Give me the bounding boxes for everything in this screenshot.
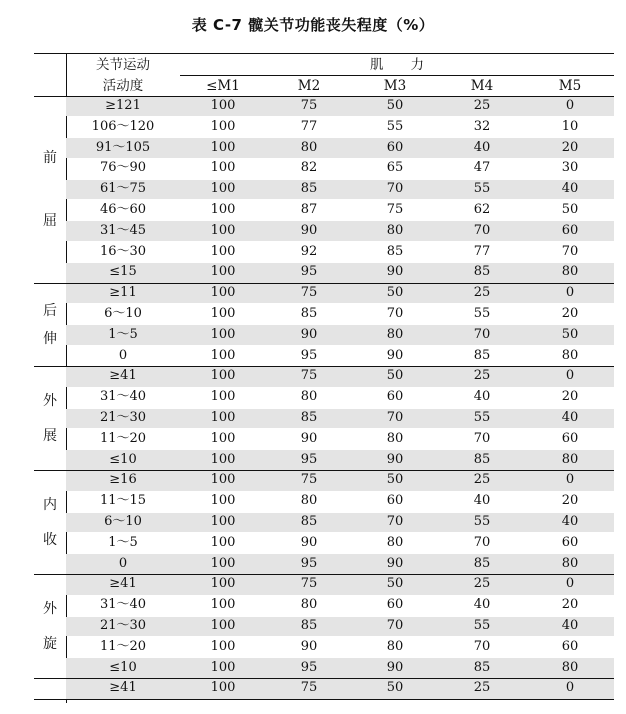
value-cell: 75 — [300, 680, 318, 696]
header-col-m5: M5 — [558, 78, 582, 94]
value-cell: 75 — [300, 472, 318, 488]
range-cell: 16～30 — [99, 243, 147, 259]
value-cell: 80 — [300, 597, 318, 613]
value-cell: 90 — [386, 659, 404, 675]
group-label-char: 展 — [43, 427, 57, 444]
value-cell: 100 — [210, 264, 236, 280]
value-cell: 100 — [210, 98, 236, 113]
value-cell: 65 — [386, 160, 404, 176]
value-cell: 0 — [565, 98, 575, 113]
value-cell: 50 — [386, 368, 404, 384]
value-cell: 80 — [300, 139, 318, 155]
table-top-rule — [34, 53, 614, 54]
value-cell: 55 — [473, 618, 491, 633]
group-label-char: 外 — [43, 601, 57, 618]
value-cell: 60 — [561, 638, 579, 654]
value-cell: 70 — [561, 243, 579, 259]
value-cell: 80 — [386, 638, 404, 654]
group-label-char: 收 — [43, 531, 57, 548]
value-cell: 70 — [386, 618, 404, 633]
value-cell: 32 — [473, 118, 491, 134]
value-cell: 100 — [210, 347, 236, 363]
value-cell: 55 — [386, 118, 404, 134]
value-cell: 75 — [300, 576, 318, 592]
group-label-char: 伸 — [43, 330, 57, 347]
value-cell: 100 — [210, 618, 236, 633]
range-cell: 21～30 — [99, 618, 147, 633]
value-cell: 70 — [386, 306, 404, 321]
value-cell: 50 — [386, 285, 404, 301]
value-cell: 60 — [386, 139, 404, 155]
value-cell: 25 — [473, 472, 491, 488]
value-cell: 25 — [473, 576, 491, 592]
header-motion-range-line1: 关节运动 — [96, 57, 150, 73]
value-cell: 100 — [210, 202, 236, 217]
value-cell: 95 — [300, 659, 318, 675]
range-cell: 11～15 — [99, 493, 147, 509]
value-cell: 85 — [300, 514, 318, 529]
value-cell: 85 — [300, 410, 318, 425]
value-cell: 70 — [473, 222, 491, 238]
range-cell: 106～120 — [91, 118, 155, 134]
value-cell: 100 — [210, 430, 236, 446]
range-cell: 46～60 — [99, 202, 147, 217]
value-cell: 80 — [561, 555, 579, 571]
range-cell: 6～10 — [104, 306, 142, 321]
value-cell: 100 — [210, 410, 236, 425]
value-cell: 40 — [561, 181, 579, 197]
range-cell: 11～20 — [99, 430, 147, 446]
value-cell: 20 — [561, 139, 579, 155]
value-cell: 70 — [473, 534, 491, 550]
value-cell: 100 — [210, 576, 236, 592]
value-cell: 40 — [473, 389, 491, 405]
value-cell: 100 — [210, 160, 236, 176]
value-cell: 85 — [473, 264, 491, 280]
range-cell: ≥121 — [105, 98, 141, 113]
value-cell: 80 — [300, 389, 318, 405]
value-cell: 100 — [210, 368, 236, 384]
value-cell: 0 — [565, 576, 575, 592]
value-cell: 100 — [210, 597, 236, 613]
value-cell: 80 — [561, 264, 579, 280]
value-cell: 75 — [300, 285, 318, 301]
group-label-char: 内 — [43, 497, 57, 514]
value-cell: 80 — [386, 430, 404, 446]
value-cell: 0 — [565, 285, 575, 301]
value-cell: 85 — [386, 243, 404, 259]
value-cell: 30 — [561, 160, 579, 176]
range-cell: 0 — [118, 555, 128, 571]
header-col-m4: M4 — [470, 78, 494, 94]
value-cell: 85 — [473, 347, 491, 363]
value-cell: 60 — [386, 597, 404, 613]
value-cell: 90 — [300, 638, 318, 654]
value-cell: 82 — [300, 160, 318, 176]
value-cell: 95 — [300, 347, 318, 363]
hip-function-loss-table — [34, 53, 614, 703]
value-cell: 90 — [386, 555, 404, 571]
value-cell: 40 — [473, 493, 491, 509]
value-cell: 0 — [565, 472, 575, 488]
value-cell: 100 — [210, 243, 236, 259]
group-label-char: 外 — [43, 393, 57, 410]
value-cell: 55 — [473, 410, 491, 425]
value-cell: 55 — [473, 181, 491, 197]
value-cell: 100 — [210, 493, 236, 509]
value-cell: 95 — [300, 264, 318, 280]
group-label-char: 屈 — [43, 212, 57, 229]
range-cell: ≤10 — [109, 659, 137, 675]
value-cell: 70 — [473, 430, 491, 446]
value-cell: 100 — [210, 285, 236, 301]
value-cell: 70 — [386, 181, 404, 197]
value-cell: 100 — [210, 638, 236, 654]
value-cell: 100 — [210, 181, 236, 197]
value-cell: 100 — [210, 306, 236, 321]
value-cell: 100 — [210, 472, 236, 488]
range-cell: 0 — [118, 347, 128, 363]
value-cell: 80 — [386, 326, 404, 342]
value-cell: 95 — [300, 555, 318, 571]
value-cell: 70 — [473, 638, 491, 654]
value-cell: 25 — [473, 680, 491, 696]
range-cell: 76～90 — [99, 160, 147, 176]
value-cell: 80 — [561, 659, 579, 675]
value-cell: 90 — [300, 430, 318, 446]
value-cell: 80 — [386, 222, 404, 238]
value-cell: 50 — [561, 326, 579, 342]
value-cell: 85 — [300, 306, 318, 321]
value-cell: 80 — [561, 451, 579, 467]
value-cell: 50 — [561, 202, 579, 217]
value-cell: 50 — [386, 680, 404, 696]
value-cell: 85 — [473, 451, 491, 467]
value-cell: 0 — [565, 680, 575, 696]
value-cell: 25 — [473, 285, 491, 301]
value-cell: 100 — [210, 451, 236, 467]
value-cell: 60 — [561, 430, 579, 446]
value-cell: 100 — [210, 680, 236, 696]
value-cell: 77 — [300, 118, 318, 134]
value-cell: 100 — [210, 326, 236, 342]
header-motion-range-line2: 活动度 — [102, 78, 144, 94]
value-cell: 70 — [386, 514, 404, 529]
value-cell: 77 — [473, 243, 491, 259]
value-cell: 85 — [473, 555, 491, 571]
value-cell: 75 — [386, 202, 404, 217]
value-cell: 100 — [210, 659, 236, 675]
range-cell: 61～75 — [99, 181, 147, 197]
value-cell: 60 — [561, 534, 579, 550]
value-cell: 90 — [386, 264, 404, 280]
value-cell: 90 — [300, 222, 318, 238]
value-cell: 62 — [473, 202, 491, 217]
header-muscle-strength: 肌 力 — [370, 57, 424, 73]
value-cell: 50 — [386, 98, 404, 113]
value-cell: 95 — [300, 451, 318, 467]
value-cell: 55 — [473, 514, 491, 529]
value-cell: 85 — [300, 618, 318, 633]
value-cell: 90 — [386, 451, 404, 467]
header-col-m3: M3 — [383, 78, 407, 94]
value-cell: 100 — [210, 118, 236, 134]
value-cell: 60 — [386, 389, 404, 405]
value-cell: 20 — [561, 597, 579, 613]
range-cell: 1～5 — [108, 534, 138, 550]
range-cell: ≥11 — [109, 285, 137, 301]
value-cell: 100 — [210, 514, 236, 529]
value-cell: 80 — [386, 534, 404, 550]
value-cell: 100 — [210, 389, 236, 405]
value-cell: 20 — [561, 493, 579, 509]
range-cell: ≥41 — [109, 576, 137, 592]
value-cell: 40 — [561, 514, 579, 529]
header-col-m2: M2 — [297, 78, 321, 94]
value-cell: 10 — [561, 118, 579, 134]
value-cell: 90 — [300, 534, 318, 550]
range-cell: 1～5 — [108, 326, 138, 342]
value-cell: 60 — [386, 493, 404, 509]
value-cell: 20 — [561, 306, 579, 321]
header-col-m1: ≤M1 — [206, 78, 240, 94]
range-cell: ≤10 — [109, 451, 137, 467]
value-cell: 90 — [386, 347, 404, 363]
value-cell: 80 — [561, 347, 579, 363]
range-cell: 21～30 — [99, 410, 147, 425]
value-cell: 40 — [473, 597, 491, 613]
value-cell: 75 — [300, 98, 318, 113]
range-cell: ≥41 — [109, 368, 137, 384]
value-cell: 55 — [473, 306, 491, 321]
range-cell: ≤15 — [109, 264, 137, 280]
value-cell: 70 — [473, 326, 491, 342]
group-divider-rule — [34, 699, 614, 700]
value-cell: 50 — [386, 576, 404, 592]
value-cell: 47 — [473, 160, 491, 176]
range-cell: ≥41 — [109, 680, 137, 696]
value-cell: 87 — [300, 202, 318, 217]
range-cell: ≥16 — [109, 472, 137, 488]
value-cell: 100 — [210, 222, 236, 238]
range-cell: 91～105 — [95, 139, 151, 155]
value-cell: 60 — [561, 222, 579, 238]
value-cell: 40 — [473, 139, 491, 155]
value-cell: 40 — [561, 410, 579, 425]
value-cell: 80 — [300, 493, 318, 509]
value-cell: 100 — [210, 534, 236, 550]
value-cell: 25 — [473, 98, 491, 113]
group-label-char: 前 — [43, 150, 57, 167]
group-label-char: 旋 — [43, 635, 57, 652]
value-cell: 85 — [300, 181, 318, 197]
value-cell: 50 — [386, 472, 404, 488]
value-cell: 90 — [300, 326, 318, 342]
range-cell: 31～40 — [99, 389, 147, 405]
value-cell: 100 — [210, 555, 236, 571]
group-label-char: 后 — [43, 302, 57, 319]
value-cell: 0 — [565, 368, 575, 384]
value-cell: 75 — [300, 368, 318, 384]
range-cell: 6～10 — [104, 514, 142, 529]
value-cell: 70 — [386, 410, 404, 425]
range-cell: 11～20 — [99, 638, 147, 654]
value-cell: 40 — [561, 618, 579, 633]
value-cell: 92 — [300, 243, 318, 259]
table-title: 表 C-7 髋关节功能丧失程度（%） — [191, 16, 435, 34]
value-cell: 20 — [561, 389, 579, 405]
value-cell: 25 — [473, 368, 491, 384]
range-cell: 31～40 — [99, 597, 147, 613]
range-cell: 31～45 — [99, 222, 147, 238]
value-cell: 85 — [473, 659, 491, 675]
value-cell: 100 — [210, 139, 236, 155]
